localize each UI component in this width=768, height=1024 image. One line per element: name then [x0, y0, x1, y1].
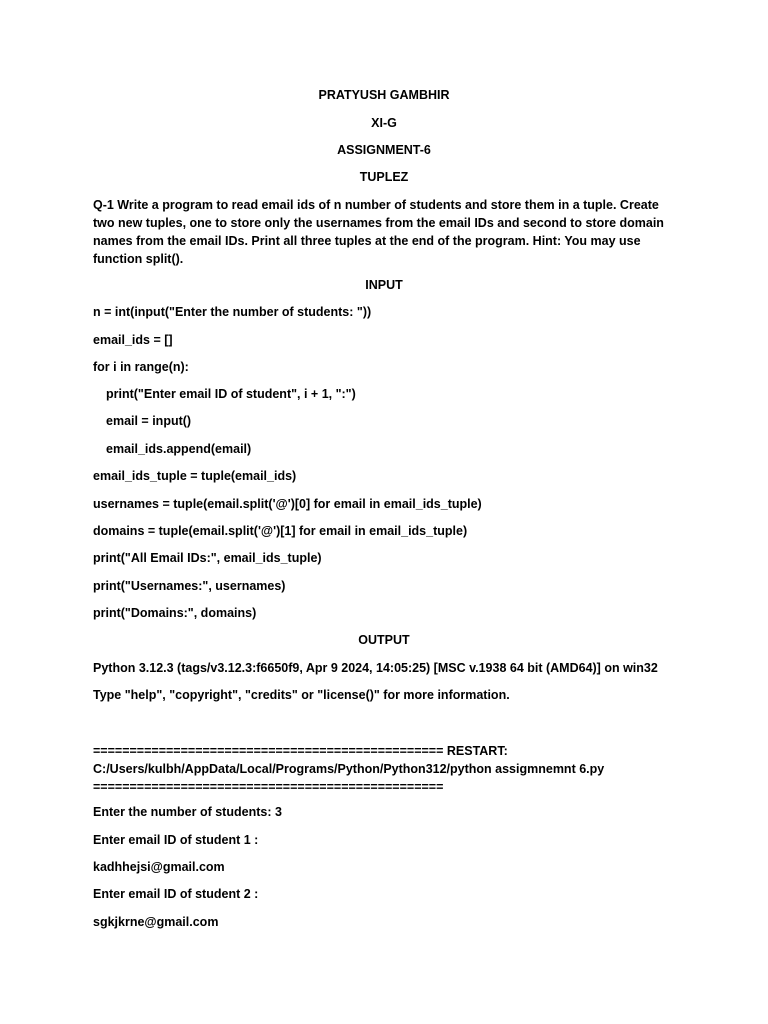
output-line: sgkjkrne@gmail.com: [93, 915, 219, 929]
topic-title: TUPLEZ: [359, 170, 409, 184]
code-line: email_ids.append(email): [106, 442, 252, 456]
output-line: Enter email ID of student 1 :: [93, 833, 259, 847]
question-line: function split().: [93, 252, 184, 266]
help-info-line: Type "help", "copyright", "credits" or "license()" for more information.: [93, 688, 510, 702]
code-line: email_ids_tuple = tuple(email_ids): [93, 469, 297, 483]
output-heading: OUTPUT: [358, 633, 410, 647]
code-line: n = int(input("Enter the number of students: ")): [93, 305, 372, 319]
restart-line: ================================================: [93, 780, 444, 794]
restart-line: C:/Users/kulbh/AppData/Local/Programs/Python/Python312/python assigmnemnt 6.py: [93, 762, 605, 776]
input-heading: INPUT: [365, 278, 403, 292]
code-line: print("Domains:", domains): [93, 606, 257, 620]
output-line: Enter the number of students: 3: [93, 805, 282, 819]
output-line: Enter email ID of student 2 :: [93, 887, 259, 901]
code-line: print("All Email IDs:", email_ids_tuple): [93, 551, 322, 565]
question-text: [93, 196, 678, 268]
author-name: PRATYUSH GAMBHIR: [318, 88, 450, 102]
code-line: for i in range(n):: [93, 360, 189, 374]
question-line: two new tuples, one to store only the usernames from the email IDs and second to store domain: [93, 216, 664, 230]
code-line: email_ids = []: [93, 333, 173, 347]
question-line: names from the email IDs. Print all three tuples at the end of the program. Hint: You may use: [93, 234, 641, 248]
question-line: Q-1 Write a program to read email ids of n number of students and store them in a tuple. Create: [93, 198, 659, 212]
restart-banner: [93, 742, 604, 796]
restart-line: ================================================ RESTART:: [93, 744, 508, 758]
class-label: XI-G: [371, 116, 397, 130]
assignment-title: ASSIGNMENT-6: [337, 143, 431, 157]
python-version-line: Python 3.12.3 (tags/v3.12.3:f6650f9, Apr 9 2024, 14:05:25) [MSC v.1938 64 bit (AMD64)] on win32: [93, 661, 658, 675]
code-line: email = input(): [106, 414, 192, 428]
code-line: domains = tuple(email.split('@')[1] for email in email_ids_tuple): [93, 524, 468, 538]
code-line: print("Enter email ID of student", i + 1, ":"): [106, 387, 356, 401]
code-line: usernames = tuple(email.split('@')[0] for email in email_ids_tuple): [93, 497, 482, 511]
output-line: kadhhejsi@gmail.com: [93, 860, 225, 874]
code-line: print("Usernames:", usernames): [93, 579, 286, 593]
